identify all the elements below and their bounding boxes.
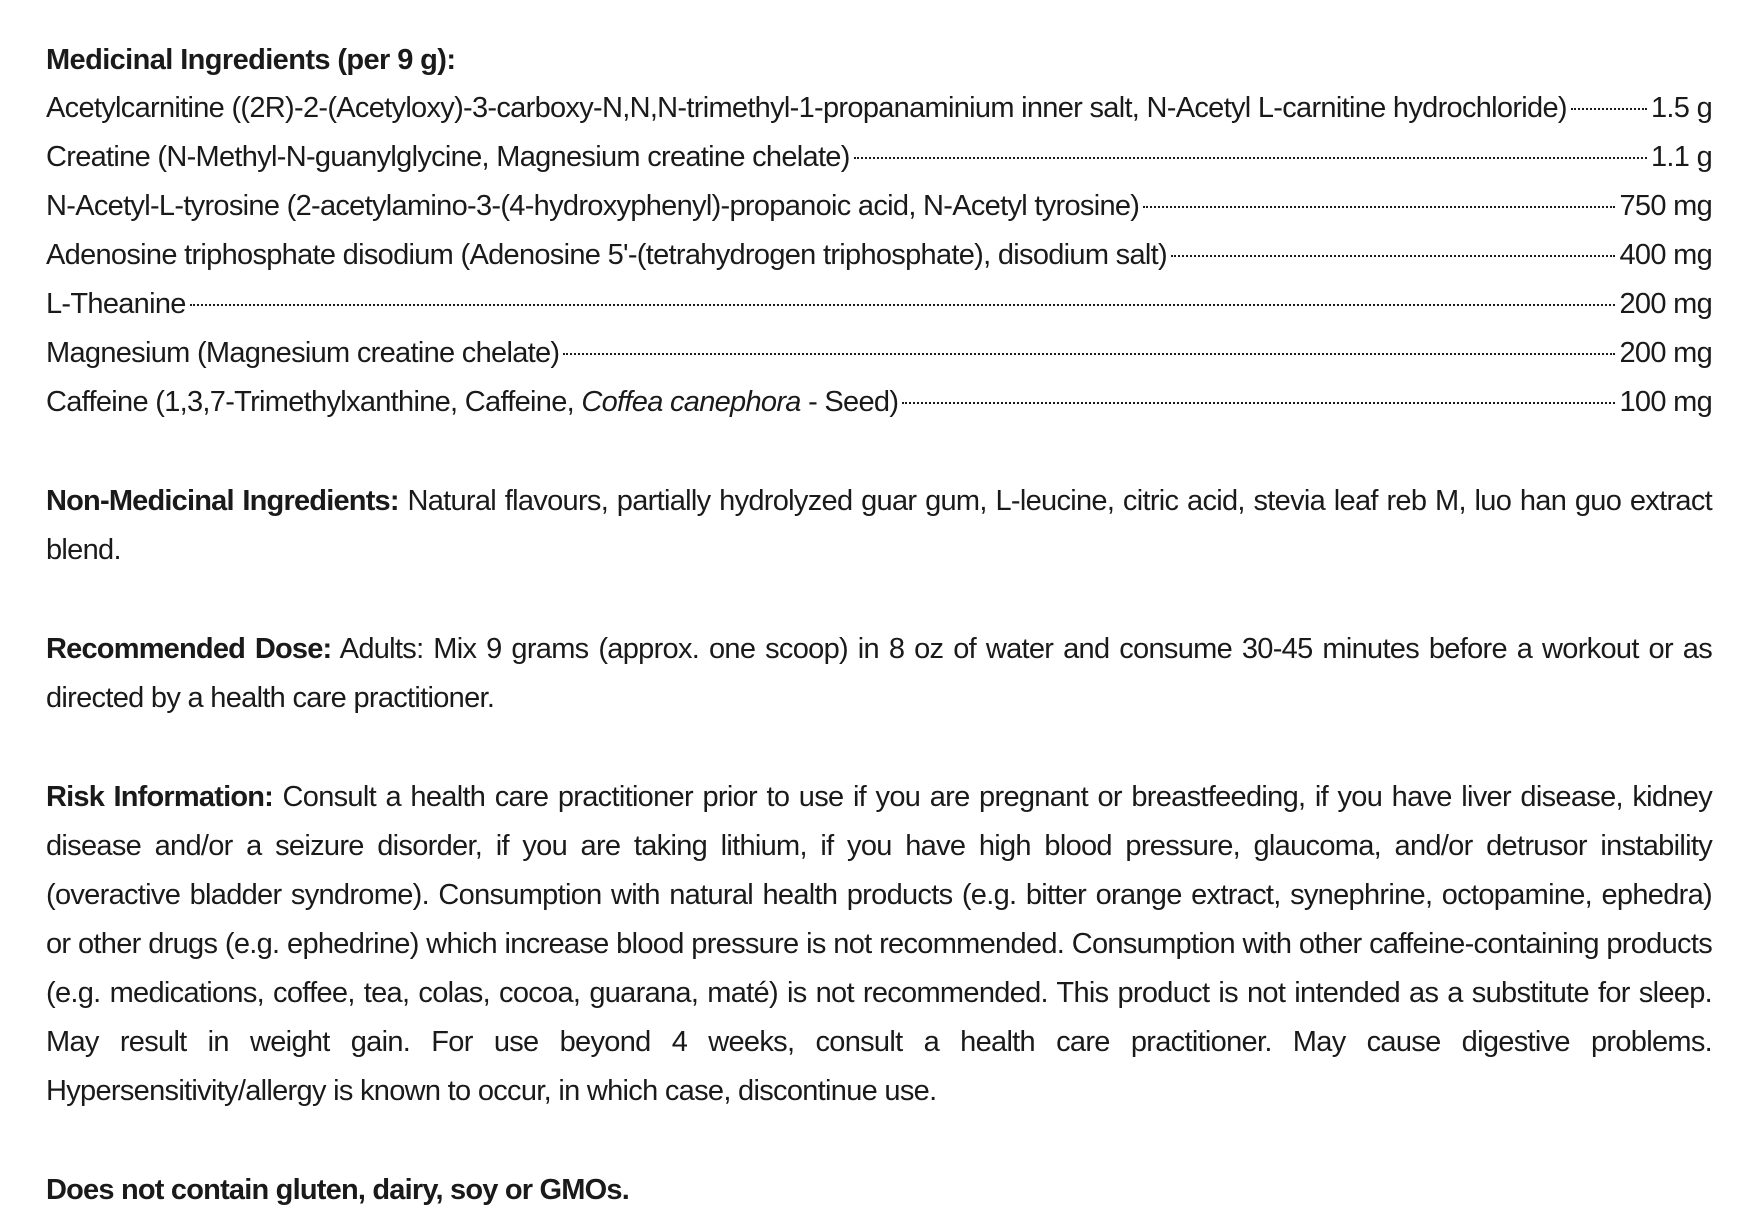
dot-leader	[1171, 255, 1616, 257]
recommended-dose-label: Recommended Dose:	[46, 633, 332, 665]
ingredient-row	[46, 280, 1712, 329]
label-document	[46, 40, 1712, 1215]
ingredient-name: N-Acetyl-L-tyrosine (2-acetylamino-3-(4-hydroxyphenyl)-propanoic acid, N-Acetyl tyrosine)	[46, 190, 1140, 222]
dot-leader	[1571, 108, 1647, 110]
recommended-dose	[46, 625, 1712, 723]
ingredient-name	[46, 378, 898, 427]
medicinal-ingredients-heading: Medicinal Ingredients (per 9 g):	[46, 44, 456, 76]
ingredient-amount: 200 mg	[1619, 337, 1712, 369]
ingredient-row	[46, 329, 1712, 378]
dot-leader	[854, 157, 1647, 159]
dot-leader	[563, 353, 1615, 355]
ingredient-amount: 200 mg	[1619, 288, 1712, 320]
non-medicinal-label: Non-Medicinal Ingredients:	[46, 485, 399, 517]
ingredient-row	[46, 84, 1712, 133]
medicinal-ingredients-list	[46, 84, 1712, 427]
ingredient-row	[46, 182, 1712, 231]
non-medicinal-text: Natural flavours, partially hydrolyzed guar gum, L-leucine, citric acid, stevia leaf reb M, luo han guo extract blend.	[46, 485, 1712, 566]
non-medicinal-ingredients	[46, 477, 1712, 575]
ingredient-name-suffix: - Seed)	[800, 386, 899, 418]
ingredient-name: Adenosine triphosphate disodium (Adenosine 5'-(tetrahydrogen triphosphate), disodium salt)	[46, 239, 1167, 271]
ingredient-amount: 1.1 g	[1651, 141, 1712, 173]
ingredient-name-italic: Coffea canephora	[581, 386, 801, 418]
ingredient-name: Creatine (N-Methyl-N-guanylglycine, Magnesium creatine chelate)	[46, 141, 850, 173]
ingredient-row	[46, 378, 1712, 427]
ingredient-name-prefix: Caffeine (1,3,7-Trimethylxanthine, Caffeine,	[46, 386, 582, 418]
risk-information-text: Consult a health care practitioner prior to use if you are pregnant or breastfeeding, if you have liver disease, kidney disease and/or a seizure disorder, if you are taking lithium, if you have high blood pressure, glaucoma, and/or detrusor instability (overactive bladder syndrome). Consumption with natural health products (e.g. bitter orange extract, synephrine, octopamine, ephedra) or other drugs (e.g. ephedrine) which increase blood pressure is not recommended. Consumption with other caffeine-containing products (e.g. medications, coffee, tea, colas, cocoa, guarana, maté) is not recommended. This product is not intended as a substitute for sleep. May result in weight gain. For use beyond 4 weeks, consult a health care practitioner. May cause digestive problems. Hypersensitivity/allergy is known to occur, in which case, discontinue use.	[46, 781, 1712, 1107]
ingredient-name: L-Theanine	[46, 288, 186, 320]
ingredient-row	[46, 231, 1712, 280]
dot-leader	[1143, 206, 1615, 208]
dot-leader	[190, 304, 1616, 306]
risk-information-label: Risk Information:	[46, 781, 274, 813]
ingredient-amount: 400 mg	[1619, 239, 1712, 271]
recommended-dose-text: Adults: Mix 9 grams (approx. one scoop) in 8 oz of water and consume 30-45 minutes before a workout or as directed by a health care practitioner.	[46, 633, 1712, 714]
ingredient-name: Acetylcarnitine ((2R)-2-(Acetyloxy)-3-carboxy-N,N,N-trimethyl-1-propanaminium inner salt, N-Acetyl L-carnitine hydrochloride)	[46, 92, 1567, 124]
ingredient-amount: 750 mg	[1619, 190, 1712, 222]
risk-information	[46, 773, 1712, 1116]
free-from-statement: Does not contain gluten, dairy, soy or GMOs.	[46, 1174, 630, 1206]
dot-leader	[902, 402, 1615, 404]
ingredient-amount: 100 mg	[1619, 386, 1712, 418]
ingredient-amount: 1.5 g	[1651, 92, 1712, 124]
ingredient-row	[46, 133, 1712, 182]
ingredient-name: Magnesium (Magnesium creatine chelate)	[46, 337, 560, 369]
